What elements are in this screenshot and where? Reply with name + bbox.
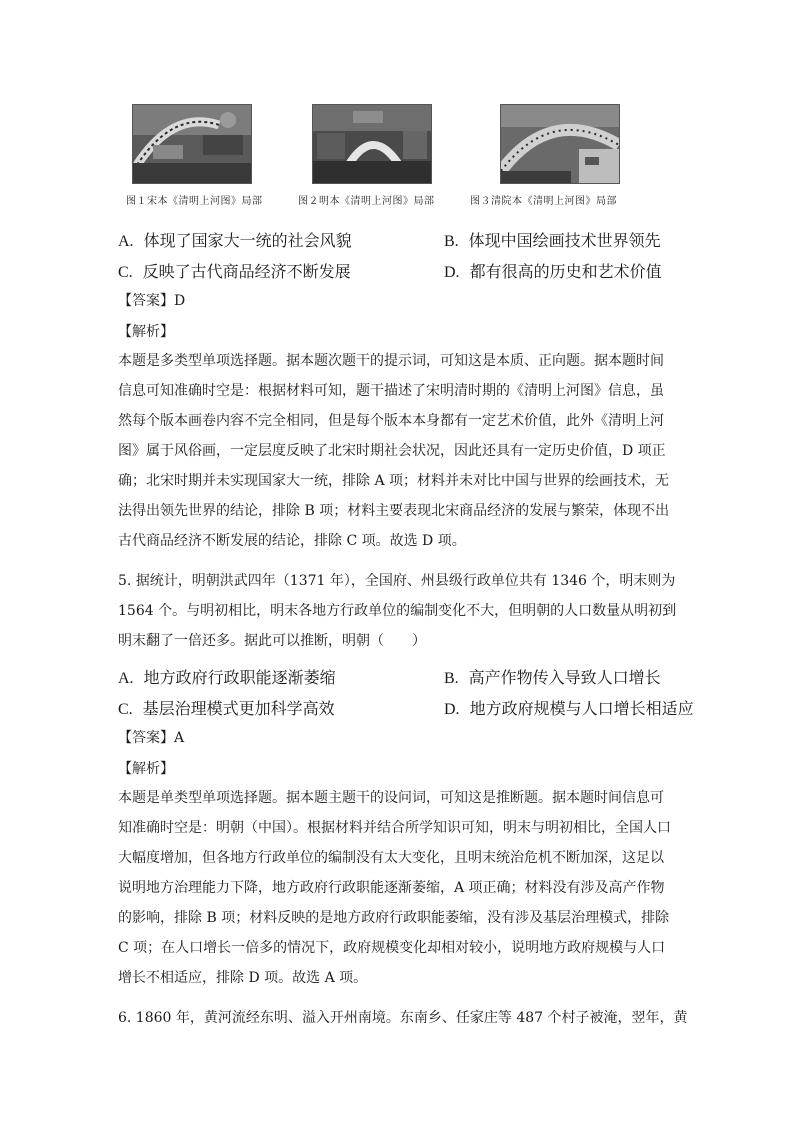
analysis-line: 的影响，排除 B 项；材料反映的是地方政府行政职能萎缩，没有涉及基层治理模式，排除	[118, 910, 670, 926]
stem-line: 1564 个。与明初相比，明末各地方行政单位的编制变化不大，但明朝的人口数量从明初到	[118, 603, 677, 619]
analysis-line: 确；北宋时期并未实现国家大一统，排除 A 项；材料并未对比中国与世界的绘画技术，无	[118, 473, 670, 489]
analysis-line: 本题是单类型单项选择题。据本题主题干的设问词，可知这是推断题。据本题时间信息可	[118, 790, 664, 806]
figure-3	[470, 104, 620, 207]
q4-option-a	[118, 228, 352, 251]
q4-answer: 【答案】D	[118, 293, 186, 309]
q5-option-d	[444, 696, 694, 719]
option-text: 体现中国绘画技术世界领先	[468, 231, 661, 250]
option-key: D.	[444, 701, 460, 718]
option-text: 高产作物传入导致人口增长	[468, 668, 661, 687]
q5-analysis-label: 【解析】	[118, 761, 174, 777]
option-text: 地方政府规模与人口增长相适应	[469, 699, 694, 718]
analysis-line: C 项；在人口增长一倍多的情况下，政府规模变化却相对较小，说明地方政府规模与人口	[118, 940, 666, 956]
option-key: A.	[118, 670, 134, 687]
q5-option-c	[118, 696, 335, 719]
figure-1	[126, 104, 263, 207]
option-text: 地方政府行政职能逐渐萎缩	[143, 668, 336, 687]
analysis-line: 法得出领先世界的结论，排除 B 项；材料主要表现北宋商品经济的发展与繁荣，体现不出	[118, 503, 670, 519]
q4-option-b	[444, 228, 661, 251]
stem-line: 5. 据统计，明朝洪武四年（1371 年），全国府、州县级行政单位共有 1346 个，明末则为	[118, 573, 676, 589]
option-key: D.	[444, 264, 460, 281]
analysis-line: 知准确时空是：明朝（中国）。根据材料并结合所学知识可知，明末与明初相比，全国人口	[118, 820, 671, 836]
analysis-line: 增长不相适应，排除 D 项。故选 A 项。	[118, 970, 368, 986]
analysis-line: 本题是多类型单项选择题。据本题次题干的提示词，可知这是本质、正向题。据本题时间	[118, 353, 664, 369]
option-text: 都有很高的历史和艺术价值	[469, 262, 662, 281]
q5-option-b	[444, 665, 661, 688]
option-text: 基层治理模式更加科学高效	[142, 699, 335, 718]
analysis-line: 大幅度增加，但各地方行政单位的编制没有太大变化，且明末统治危机不断加深，这足以	[118, 850, 664, 866]
option-key: B.	[444, 670, 459, 687]
figure-row	[118, 104, 658, 208]
option-key: B.	[444, 233, 459, 250]
painting-image-ming	[312, 104, 432, 184]
option-key: C.	[118, 701, 133, 718]
figure-2	[298, 104, 435, 207]
q5-analysis	[118, 783, 672, 993]
figure-1-caption: 图１宋本《清明上河图》局部	[126, 196, 263, 207]
q4-analysis-label: 【解析】	[118, 324, 174, 340]
q5-stem	[118, 566, 677, 656]
painting-image-qing	[500, 104, 620, 184]
figure-3-caption: 图３清院本《清明上河图》局部	[470, 196, 617, 207]
analysis-line: 图》属于风俗画，一定层度反映了北宋时期社会状况，因此还具有一定历史价值，D 项正	[118, 443, 666, 459]
q4-option-d	[444, 259, 662, 282]
painting-image-song	[132, 104, 252, 184]
q6-stem	[118, 1003, 688, 1033]
analysis-line: 然每个版本画卷内容不完全相同，但是每个版本本身都有一定艺术价值，此外《清明上河	[118, 413, 664, 429]
q4-analysis	[118, 346, 672, 556]
q5-answer: 【答案】A	[118, 730, 185, 746]
q5-option-a	[118, 665, 336, 688]
q4-option-c	[118, 259, 351, 282]
analysis-line: 古代商品经济不断发展的结论，排除 C 项。故选 D 项。	[118, 533, 466, 549]
option-key: C.	[118, 264, 133, 281]
option-text: 体现了国家大一统的社会风貌	[143, 231, 352, 250]
stem-line: 明末翻了一倍还多。据此可以推断，明朝（ ）	[118, 633, 426, 649]
option-text: 反映了古代商品经济不断发展	[142, 262, 351, 281]
figure-2-caption: 图２明本《清明上河图》局部	[298, 196, 435, 207]
option-key: A.	[118, 233, 134, 250]
stem-line: 6. 1860 年，黄河流经东明、溢入开州南境。东南乡、任家庄等 487 个村子被淹，翌年，黄	[118, 1010, 688, 1026]
analysis-line: 说明地方治理能力下降，地方政府行政职能逐渐萎缩，A 项正确；材料没有涉及高产作物	[118, 880, 665, 896]
analysis-line: 信息可知准确时空是：根据材料可知，题干描述了宋明清时期的《清明上河图》信息，虽	[118, 383, 664, 399]
